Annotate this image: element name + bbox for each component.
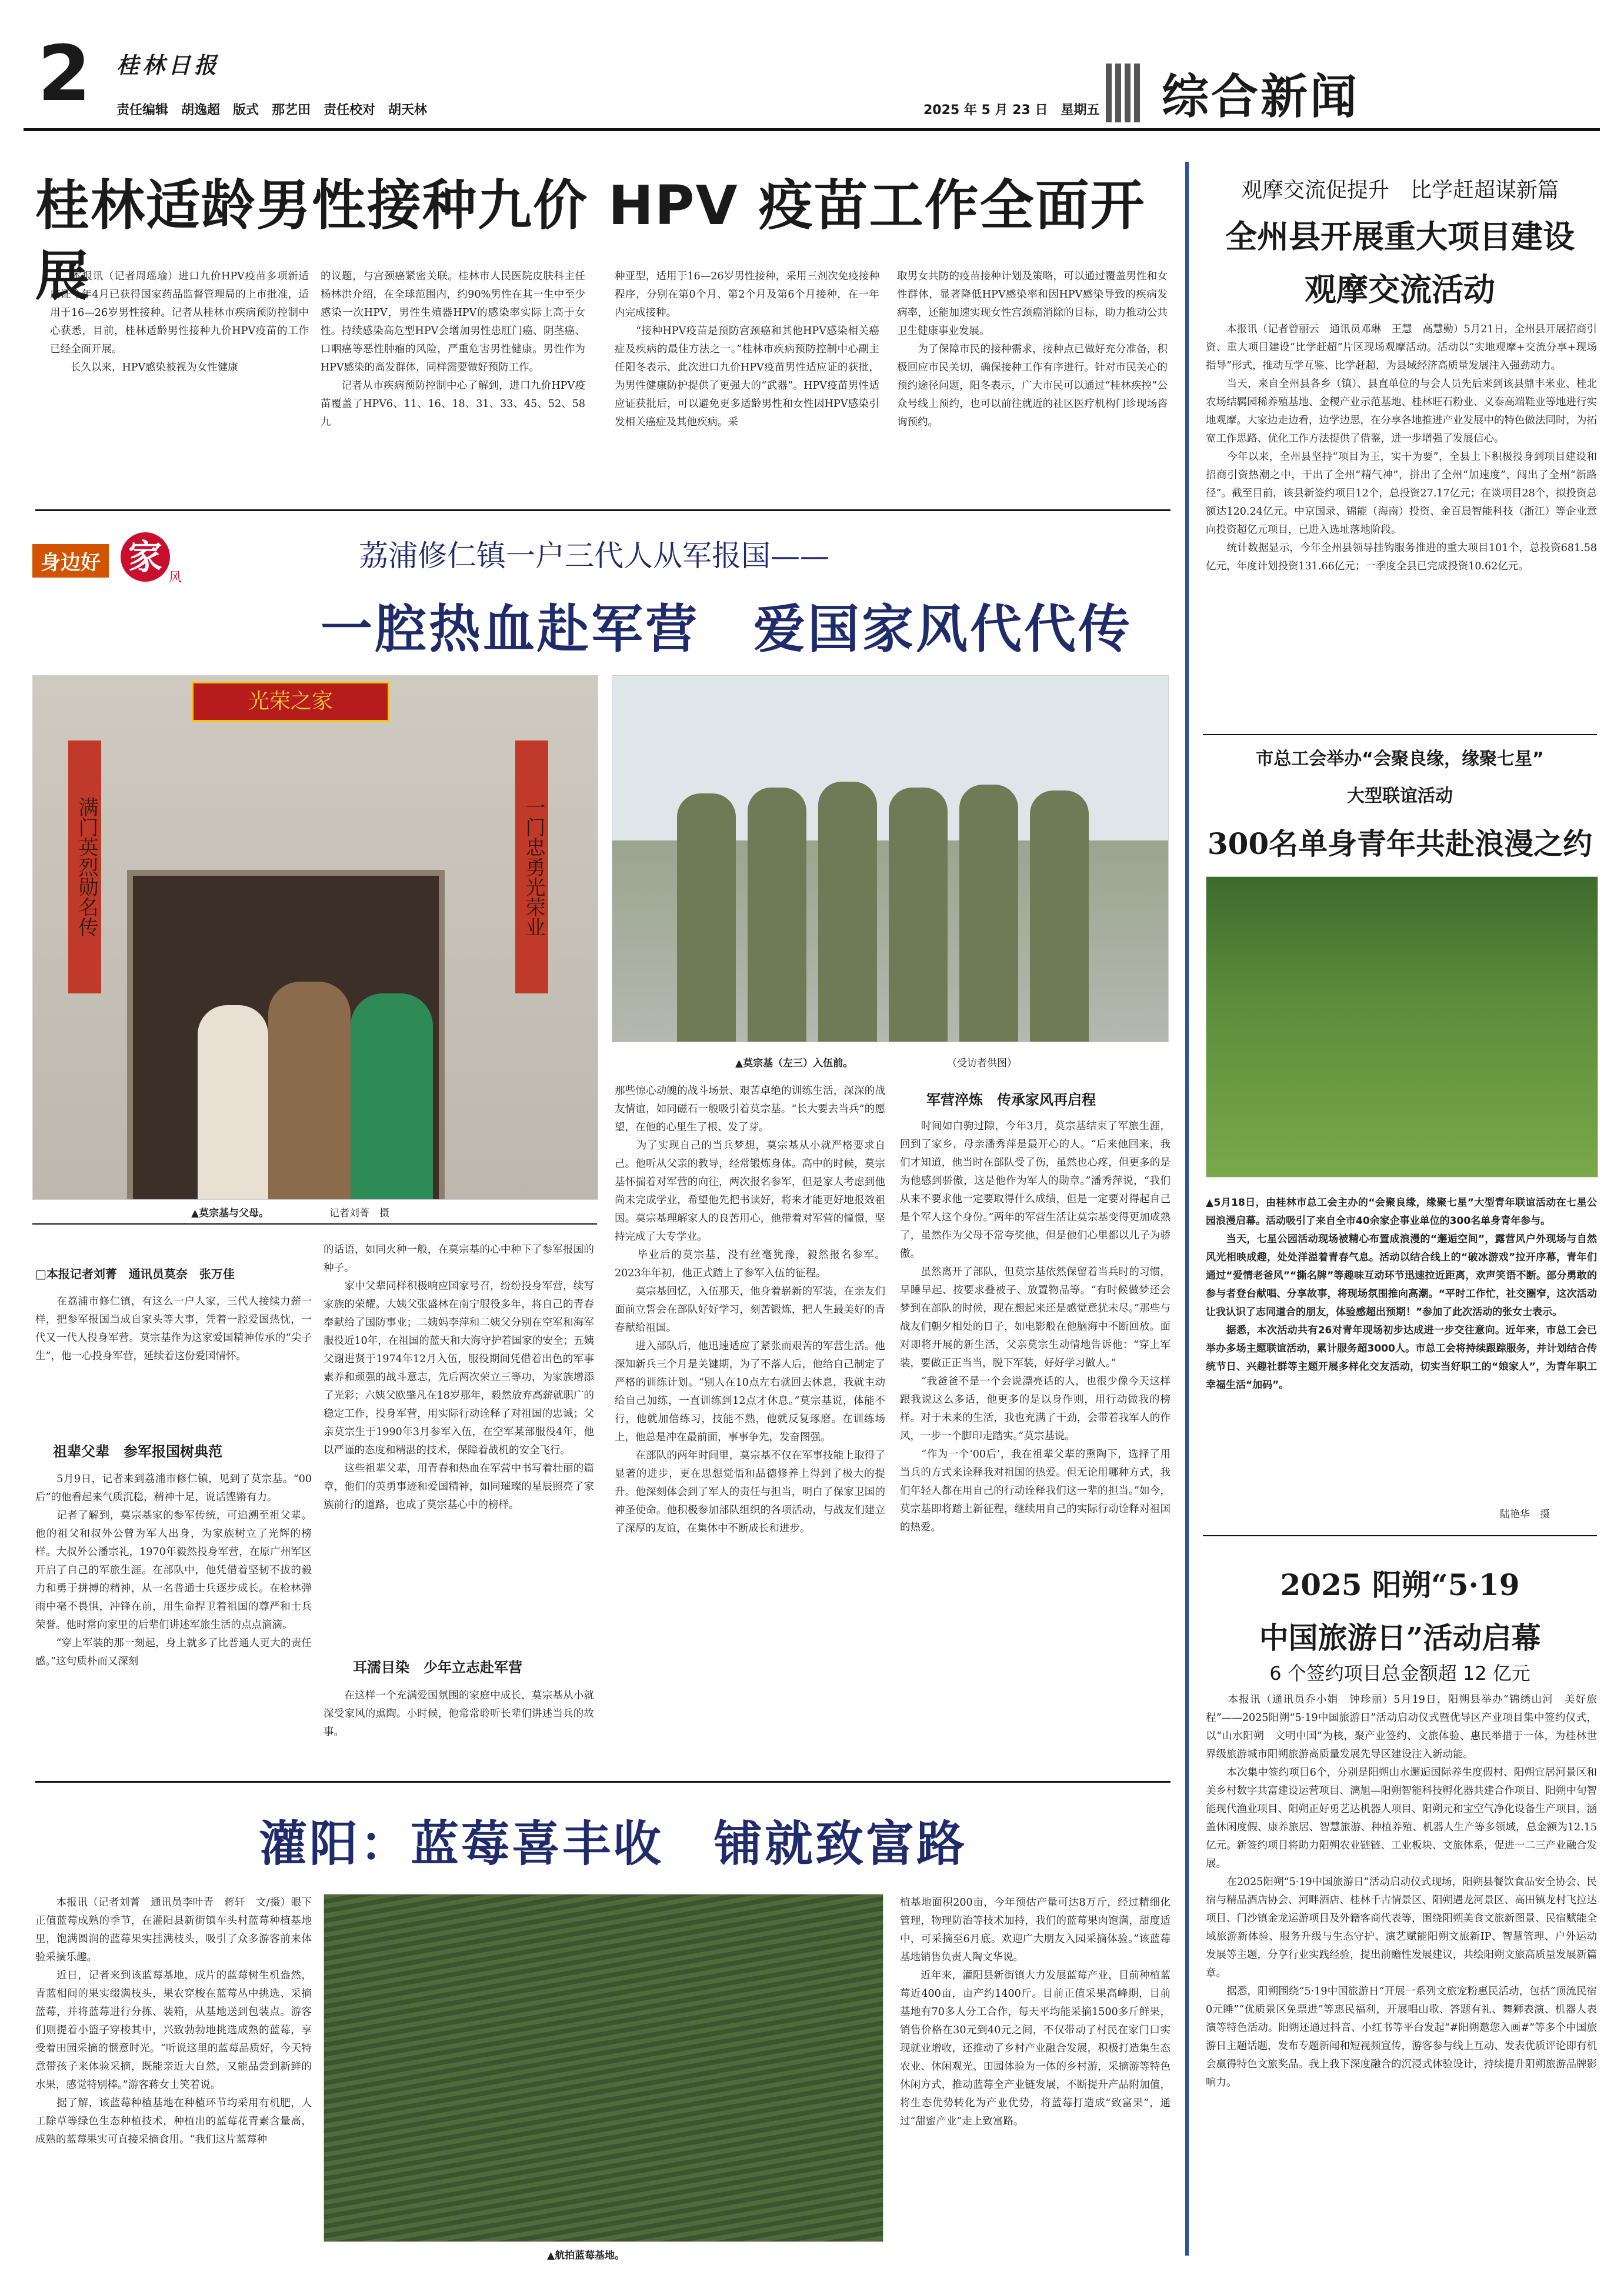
family-sub-2: 耳濡目染 少年立志赴军营	[353, 1659, 522, 1676]
family-mid-text: 的话语，如同火种一般，在莫宗基的心中种下了参军报国的种子。 家中父辈同样积极响应国家号召，纷纷投身军营，续写家族的荣耀。大姨父张盛林在南宁服役多年，将自己的青春奉献给了国防事业；二姨妈李萍和二姨父分别在空军和海军服役近10年，在祖国的蓝天和大海守护着国家的安全；五姨父谢进贤于1974年12月入伍，服役期间凭借着出色的军事素养和顽强的战斗意志，先后两次荣立三等功，为家族增添了光彩；六姨父欧肇凡在18岁那年，毅然放弃高薪就职广的稳定工作，投身军营，用实际行动诠释了对祖国的忠诚；父亲莫宗生于1990年3月参军入伍，在空军某部服役4年，他以严谨的态度和精湛的技术，保障着战机的安全飞行。 这些祖辈父辈，用青春和热血在军营中书写着壮丽的篇章，他们的英勇事迹和爱国精神，如同璀璨的星辰照亮了家族前行的道路，也成了莫宗基心中的榜样。	[324, 1244, 594, 1511]
family-sub-1: 祖辈父辈 参军报国树典范	[53, 1443, 222, 1460]
union-kicker-1: 市总工会举办“会聚良缘，缘聚七星”	[1256, 749, 1544, 769]
family-tag-label: 身边好	[32, 544, 109, 578]
staff-line: 责任编辑 胡逸超 版式 那艺田 责任校对 胡天林	[116, 103, 428, 118]
sidebar-rule-2	[1203, 1535, 1597, 1536]
family-left-text-2: 5月9日，记者来到荔浦市修仁镇，见到了莫宗基。“00后”的他看起来气质沉稳，精神十足，说话铿锵有力。 记者了解到，莫宗基家的参军传统，可追溯至祖父辈。他的祖父和叔外公曾为军人出身，为家族树立了光辉的榜样。大叔外公潘宗礼，1970年毅然投身军营，在原广州军区开启了自己的军旅生涯。在部队中，他凭借着坚韧不拔的毅力和勇于拼搏的精神，从一名普通士兵逐步成长。在枪林弹雨中毫不畏惧，冲锋在前，用生命捍卫着祖国的尊严和士兵荣誉。他时常向家里的后辈们讲述军旅生活的点点滴滴。 “穿上军装的那一刻起，身上就多了比普通人更大的责任感。”这句质朴而又深刻	[35, 1473, 312, 1667]
soldier-2	[748, 788, 806, 1042]
section-name: 综合新闻	[1162, 69, 1359, 124]
family-kicker: 荔浦修仁镇一户三代人从军报国——	[359, 539, 829, 573]
photo-soldiers	[612, 675, 1169, 1042]
yangshuo-text: 本报讯（通讯员乔小娟 钟珍丽）5月19日，阳朔县举办“锦绣山河 美好旅程”——2025阳朔“5·19中国旅游日”活动启动仪式暨优导区产业项目集中签约仪式，以“山水阳朔 文明中国”为核，聚产业签约、文旅体验、惠民举措于一体，为桂林世界级旅游城市阳朔旅游高质量发展先导区建设注入新动能。 本次集中签约项目6个，分别是阳朔山水邂逅国际养生度假村、阳朔宜居河景区和美乡村数字共富建设运营项目、漓旭—阳朔智能科技孵化器共建合作项目、阳朔中旬智能现代渔业项目、阳朔正好勇艺达机器人项目、阳朔元和宝空气净化设备生产项目，涵盖休闲度假、康养旅居、智慧旅游、种植养殖、机器人生产等多领域，总金额为12.15亿元。新签约项目将助力阳朔农业链链、工业板块、文旅体系，促进一二三产业融合发展。 在2025阳朔“5·19中国旅游日”活动启动仪式现场，阳朔县餐饮食品安全协会、民宿与精品酒店协会、河畔酒店、桂林千古情景区、阳朔遇龙河景区、高田镇龙村飞拉达项目、门沙镇金龙运游项目及外籍客商代表等，围绕阳朔美食文旅新图景、民宿赋能全域旅游新体验、服务升级与生态守护、演艺赋能阳朔文旅新IP、智慧管理、户外运动发展等主题，分享行业实践经验，提出前瞻性发展建议，共绘阳朔文旅高质量发展新篇章。 据悉，阳朔围绕“5·19中国旅游日”开展一系列文旅宠粉惠民活动，包括“顶流民宿0元睡”“优质景区免票进”等惠民福利，开展唱山歌、答题有礼、舞狮表演、机器人表演等特色活动。阳朔还通过抖音、小红书等平台发起“#阳朔邀您入画#”等多个中国旅游日主题话题，发布专题新闻和短视频宣传，游客参与线上互动、发表优质评论即有机会赢得特色文旅奖品。我上我下深度融合的沉浸式体验设计，持续提升阳朔旅游品牌影响力。	[1206, 1694, 1597, 2089]
family-headline: 一腔热血赴军营 爱国家风代代传	[321, 598, 1133, 659]
family-mid-text-2: 在这样一个充满爱国氛围的家庭中成长，莫宗基从小就深受家风的熏陶。小时候，他常常聆听长辈们讲述当兵的故事。	[324, 1690, 594, 1738]
yangshuo-headline-2: 中国旅游日”活动启幕	[1259, 1620, 1541, 1655]
union-credit: 陆艳华 摄	[1500, 1509, 1550, 1520]
right-couplet: 一门忠勇光荣业	[515, 740, 548, 993]
photo2-credit: （受访者供图）	[947, 1058, 1017, 1069]
family-tag-char: 家	[121, 532, 170, 582]
union-kicker-2: 大型联谊活动	[1347, 786, 1453, 806]
family-right-text-2: 时间如白驹过隙，今年3月，莫宗基结束了军旅生涯，回到了家乡，母亲潘秀萍是最开心的人。“后来他回来，我们才知道，他当时在部队受了伤，虽然也心疼，但更多的是为他感到骄傲，这是他作为军人的勋章。”潘秀萍说，“我们从来不要求他一定要取得什么成绩，但是一定要对得起自己是个军人这个身份。”两年的军营生活让莫宗基变得更加成熟了，虽然作为父母不常夸奖他，但是他们心里都以儿子为骄傲。 虽然离开了部队，但莫宗基依然保留着当兵时的习惯，早睡早起、按要求叠被子、放置物品等。“有时候做梦还会梦到在部队的时候，现在想起来还是感觉意犹未尽。”那些与战友们朝夕相处的日子，如电影般在他脑海中不断回放。面对即将开展的新生活，父亲莫宗生动情地告诉他：“穿上军装，要做正正当当，脱下军装，好好学习做人。” “我爸爸不是一个会说漂亮话的人，也很少像今天这样跟我说这么多话，他更多的是以身作则，用行动做我的榜样。对于未来的生活，我也充满了干劲，会带着我军人的作风，一步一个脚印走踏实。”莫宗基说。 “作为一个‘00后’，我在祖辈父辈的熏陶下，选择了用当兵的方式来诠释我对祖国的热爱。但无论用哪种方式，我们年轻人都在用自己的行动诠释我们这一辈的担当。”如今，莫宗基即将踏上新征程，继续用自己的实际行动诠释对祖国的热爱。	[900, 1120, 1171, 1533]
person-mother	[198, 1005, 268, 1199]
hpv-col-1: 本报讯（记者周瑶瑜）进口九价HPV疫苗多项新适应证今年4月已获得国家药品监督管理局的上市批准，适用于16—26岁男性接种。记者从桂林市疾病预防控制中心获悉，目前，桂林适龄男性接种九价HPV疫苗的工作已经全面开展。 长久以来，HPV感染被视为女性健康	[50, 271, 309, 373]
union-text: ▲5月18日，由桂林市总工会主办的“会聚良缘，缘聚七星”大型青年联谊活动在七星公园浪漫启幕。活动吸引了来自全市40余家企事业单位的300名单身青年参与。 当天，七星公园活动现场被精心布置成浪漫的“邂逅空间”，露营风户外现场与自然风光相映成趣，处处洋溢着青春气息。活动以结合线上的“破冰游戏”拉开序幕，青年们通过“爱情老爸风”“撕名牌”等趣味互动环节迅速拉近距离，欢声笑语不断。部分勇敢的参与者登台献唱、分享故事，将现场氛围推向高潮。“平时工作忙，社交圈窄，这次活动让我认识了志同道合的朋友，体验感超出预期！”参加了此次活动的张女士表示。 据悉，本次活动共有26对青年现场初步达成进一步交往意向。近年来，市总工会已举办多场主题联谊活动，累计服务超3000人。市总工会将持续跟踪服务，并计划结合传统节日、兴趣社群等主题开展多样化交友活动，切实当好职工的“娘家人”，为青年职工幸福生活“加码”。	[1206, 1197, 1597, 1391]
masthead-rule	[24, 128, 1600, 131]
section-rule-2	[35, 1781, 1171, 1783]
soldier-1	[677, 793, 736, 1042]
quanzhou-headline-1: 全州县开展重大项目建设	[1225, 218, 1575, 255]
photo-rule	[32, 1223, 597, 1225]
family-tag-sub: 风	[169, 571, 182, 585]
hpv-col-4: 取男女共防的疫苗接种计划及策略，可以通过覆盖男性和女性群体，显著降低HPV感染率和因HPV感染导致的疾病发病率，还能加速实现女性宫颈癌消除的目标，助力推动公共卫生健康事业发展。 为了保障市民的接种需求，接种点已做好充分准备，积极回应市民关切，确保接种工作有序进行。针对市民关心的预约途径问题，阳冬表示，广大市民可以通过“桂林疾控”公众号线上预约，也可以前往就近的社区医疗机构门诊现场咨询预约。	[897, 271, 1168, 428]
soldier-6	[1030, 790, 1089, 1042]
photo2-caption: ▲莫宗基（左三）入伍前。	[735, 1058, 853, 1069]
family-byline: □本报记者刘菁 通讯员莫奈 张万佳	[35, 1267, 235, 1281]
blueberry-caption: ▲航拍蓝莓基地。	[547, 2250, 625, 2261]
page-number: 2	[38, 29, 91, 118]
soldier-5	[959, 785, 1018, 1042]
photo-blueberry-aerial	[324, 1894, 883, 2242]
date-line: 2025 年 5 月 23 日 星期五	[923, 103, 1100, 118]
soldier-4	[889, 788, 948, 1042]
sidebar-divider	[1185, 162, 1189, 2256]
hpv-headline: 桂林适龄男性接种九价 HPV 疫苗工作全面开展	[35, 174, 1146, 308]
blueberry-col-1: 本报讯（记者刘菁 通讯员李叶青 蒋轩 文/摄）眼下正值蓝莓成熟的季节，在灌阳县新街镇车头村蓝莓种植基地里，饱满圆润的蓝莓果实挂满枝头，吸引了众多游客前来体验采摘乐趣。 近日，记者来到该蓝莓基地，成片的蓝莓树生机盎然，青蓝相间的果实缀满枝头，果农穿梭在蓝莓丛中挑选、采摘蓝莓，并将蓝莓进行分拣、装箱，从基地送到包装点。游客们则提着小篮子穿梭其中，兴致勃勃地挑选成熟的蓝莓，享受着田园采摘的惬意时光。“听说这里的蓝莓品质好，今天特意带孩子来体验采摘，既能亲近大自然，又能品尝到新鲜的水果，感觉特别棒。”游客蒋女士笑着说。 据了解，该蓝莓种植基地在种植环节均采用有机肥，人工除草等绿色生态种植技术，种植出的蓝莓花青素含量高，成熟的蓝莓果实可直接采摘食用。“我们这片蓝莓种	[35, 1897, 312, 2146]
left-couplet: 满门英烈勋名传	[68, 740, 101, 993]
soldier-3	[818, 782, 877, 1042]
family-left-text: 在荔浦市修仁镇，有这么一户人家，三代人接续力薪一样，把参军报国当成自家头等大事，凭着一腔爱国热忱，一代又一代人投身军营。莫宗基作为这家爱国精神传承的“尖子生”，他一心投身军营，延续着这份爱国情怀。	[35, 1296, 312, 1362]
yangshuo-sub: 6 个签约项目总金额超 12 亿元	[1269, 1662, 1530, 1684]
sidebar-rule-1	[1203, 734, 1597, 735]
photo-union-event	[1206, 876, 1598, 1177]
photo1-caption: ▲莫宗基与父母。	[191, 1207, 269, 1219]
section-rule-1	[35, 509, 1171, 511]
quanzhou-headline-2: 观摩交流活动	[1305, 271, 1495, 308]
person-father	[351, 993, 433, 1199]
paper-name: 桂林日报	[116, 52, 221, 78]
blueberry-headline: 灌阳：蓝莓喜丰收 铺就致富路	[259, 1816, 968, 1872]
photo-family-house	[32, 675, 598, 1200]
quanzhou-kicker: 观摩交流促提升 比学赶超谋新篇	[1240, 178, 1559, 202]
masthead	[24, 29, 1600, 129]
person-son	[268, 982, 351, 1199]
section-bars	[1106, 64, 1141, 122]
family-right-text: 那些惊心动魄的战斗场景、艰苦卓绝的训练生活，深深的战友情谊，如同磁石一般吸引着莫宗基。“长大要去当兵”的愿望，在他的心里生了根、发了芽。 为了实现自己的当兵梦想，莫宗基从小就严格要求自己。他听从父亲的教导，经常锻炼身体。高中的时候，莫宗基怀揣着对军营的向往，两次报名参军，但是家人考虑到他尚未完成学业，希望他先把书读好，将来才能更好地报效祖国。莫宗基理解家人的良苦用心，他带着对军营的憧憬，坚持完成了大专学业。 毕业后的莫宗基，没有丝毫犹豫，毅然报名参军。2023年年初，他正式踏上了参军入伍的征程。 莫宗基回忆，入伍那天，他身着崭新的军装，在亲友们面前立誓会在部队好好学习，刻苦锻炼，把人生最美好的青春献给祖国。 进入部队后，他迅速适应了紧张而艰苦的军营生活。他深知新兵三个月是关键期，为了不落人后，他给自己制定了严格的训练计划。“别人在10点左右就回去休息，我就主动给自己加练，一直训练到12点才休息。”莫宗基说，体能不行，他就加倍练习，技能不熟，他就反复琢磨。在训练场上，他总是冲在最前面，事事争先，发奋图强。 在部队的两年时间里，莫宗基不仅在军事技能上取得了显著的进步，更在思想觉悟和品德修养上得到了极大的提升。他深刻体会到了军人的责任与担当，明白了保家卫国的神圣使命。他积极参加部队组织的各项活动，与战友们建立了深厚的友谊，在集体中不断成长和进步。	[615, 1085, 885, 1535]
honor-plaque: 光荣之家	[192, 682, 389, 722]
photo1-credit: 记者刘菁 摄	[329, 1207, 389, 1219]
quanzhou-text: 本报讯（记者曾丽云 通讯员邓琳 王慧 高慧勤）5月21日，全州县开展招商引资、重大项目建设“比学赶超”片区现场观摩活动。活动以“实地观摩+交流分享+现场指导”形式，推动互学互鉴、比学赶超，为县域经济高质量发展注入强劲动力。 当天，来自全州县各乡（镇）、县直单位的与会人员先后来到该县鼎丰米业、桂北农场结羁园稀养殖基地、金稷产业示范基地、桂林旺石粉业、义泰高端鞋业等地进行实地观摩。大家边走边看，边学边思，在分享各地推进产业发展中的特色做法同时，为拓宽工作思路、优化工作方法提供了借鉴，进一步增强了发展信心。 今年以来，全州县坚持“项目为王，实干为要”，全县上下积极投身到项目建设和招商引资热潮之中，干出了全州“精气神”，拼出了全州“加速度”，闯出了全州“新路径”。截至目前，该县新签约项目12个，总投资27.17亿元；在谈项目28个，拟投资总额达120.24亿元。中京国录、锦能（海南）投资、金百晨智能科技（浙江）等企业意向投资超亿元项目，已进入选址落地阶段。 统计数据显示，今年全州县领导挂钩服务推进的重大项目101个，总投资681.58亿元，年度计划投资131.66亿元；一季度全县已完成投资10.62亿元。	[1206, 323, 1597, 572]
blueberry-col-3: 植基地面积200亩，今年预估产量可达8万斤，经过精细化管理，物理防治等技术加持，我们的蓝莓果肉饱满，甜度适中，可采摘至6月底。欢迎广大朋友入园采摘体验。”该蓝莓基地销售负责人陶文华说。 近年来，灌阳县新街镇大力发展蓝莓产业，目前种植蓝莓近400亩，亩产约1400斤。目前正值采果高峰期，目前基地有70多人分工合作，每天平均能采摘1500多斤鲜果，销售价格在30元到40元之间，不仅带动了村民在家门口实现就业增收，还推动了乡村产业融合发展，积极打造集生态农业、休闲观光、田园体验为一体的乡村游，采摘游等特色休闲方式，推动蓝莓全产业链发展，不断提升产品附加值，将生态优势转化为产业优势，将蓝莓打造成“致富果”，通过“甜蜜产业”走上致富路。	[900, 1897, 1171, 2127]
family-sub-3: 军营淬炼 传承家风再启程	[926, 1092, 1096, 1108]
yangshuo-headline-1: 2025 阳朔“5·19	[1280, 1567, 1520, 1602]
hpv-col-2: 的议题，与宫颈癌紧密关联。桂林市人民医院皮肤科主任杨林洪介绍，在全球范围内，约90%男性在其一生中至少感染一次HPV，男性生殖器HPV的感染率实际上高于女性。持续感染高危型HPV会增加男性患肛门癌、阴茎癌、口咽癌等恶性肿瘤的风险，严重危害男性健康。男性作为HPV感染的高发群体，同样需要做好预防工作。 记者从市疾病预防控制中心了解到，进口九价HPV疫苗覆盖了HPV6、11、16、18、31、33、45、52、58九	[321, 271, 585, 428]
hpv-col-3: 种亚型，适用于16—26岁男性接种，采用三剂次免疫接种程序，分别在第0个月、第2个月及第6个月接种，在一年内完成接种。 “接种HPV疫苗是预防宫颈癌和其他HPV感染相关癌症及疾病的最佳方法之一。”桂林市疾病预防控制中心副主任阳冬表示，此次进口九价HPV疫苗男性适应证的获批，为男性健康防护提供了更强大的“武器”。HPV疫苗男性适应证获批后，可以避免更多适龄男性和女性因HPV感染引发相关癌症及其他疾病。采	[615, 271, 879, 428]
family-tag	[32, 532, 185, 591]
union-headline: 300名单身青年共赴浪漫之约	[1207, 826, 1593, 861]
